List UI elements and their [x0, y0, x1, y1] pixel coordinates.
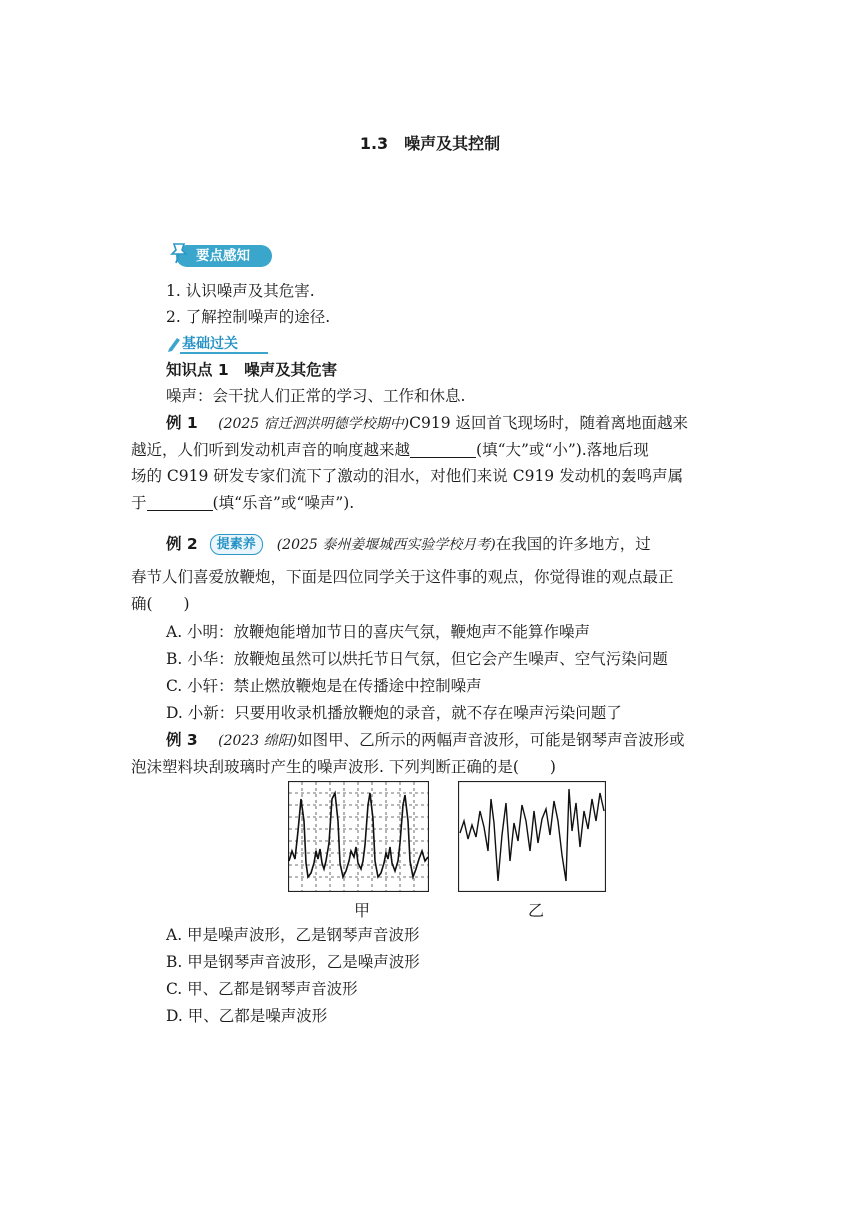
example2-label: 例 2 [166, 535, 198, 553]
example1-line2 [131, 439, 649, 461]
example2-text1: 在我国的许多地方，过 [495, 535, 651, 553]
example1-label: 例 1 [166, 414, 198, 432]
example2-option-a: A. 小明：放鞭炮能增加节日的喜庆气氛，鞭炮声不能算作噪声 [166, 623, 591, 641]
waveform-jia-figure [288, 781, 429, 892]
example1-text4a: 于 [131, 494, 147, 512]
example3-line2: 泡沫塑料块刮玻璃时产生的噪声波形. 下列判断正确的是( ) [131, 758, 556, 776]
example1-text4b: (填“乐音”或“噪声”). [212, 494, 355, 512]
example3-line1 [166, 729, 685, 752]
basic-section-label: 基础过关 [182, 336, 238, 352]
pushpin-icon [170, 241, 192, 265]
example3-label: 例 3 [166, 731, 198, 749]
example3-option-b: B. 甲是钢琴声音波形，乙是噪声波形 [166, 953, 420, 971]
example3-text1: 如图甲、乙所示的两幅声音波形，可能是钢琴声音波形或 [297, 731, 685, 749]
page-title: 1.3 噪声及其控制 [359, 134, 501, 153]
example1-text1: C919 返回首飞现场时，随着离地面越来 [409, 414, 689, 432]
key-points-badge: 要点感知 [176, 245, 272, 267]
example2-option-b: B. 小华：放鞭炮虽然可以烘托节日气氛，但它会产生噪声、空气污染问题 [166, 650, 668, 668]
waveform-yi-figure [458, 781, 606, 892]
example3-source: (2023 绵阳) [218, 733, 298, 749]
example1-text2a: 越近，人们听到发动机声音的响度越来越 [131, 441, 411, 459]
key-point-2: 2. 了解控制噪声的途径. [166, 308, 331, 326]
figure-label-yi: 乙 [528, 901, 545, 920]
answer-blank[interactable] [410, 441, 476, 458]
knowledge-point-heading: 知识点 1 噪声及其危害 [166, 361, 338, 379]
pencil-icon [166, 335, 182, 353]
example2-option-d: D. 小新：只要用收录机播放鞭炮的录音，就不存在噪声污染问题了 [166, 704, 622, 722]
figure-label-jia: 甲 [354, 901, 371, 920]
example3-option-d: D. 甲、乙都是噪声波形 [166, 1007, 328, 1025]
answer-blank[interactable] [147, 494, 213, 511]
example2-line1 [166, 533, 651, 556]
key-point-1: 1. 认识噪声及其危害. [166, 282, 315, 300]
example2-option-c: C. 小轩：禁止燃放鞭炮是在传播途中控制噪声 [166, 677, 482, 695]
example1-line4 [131, 492, 354, 514]
example1-text2b: (填“大”或“小”).落地后现 [476, 441, 649, 459]
competency-tag: 提素养 [210, 534, 263, 555]
noise-definition: 噪声：会干扰人们正常的学习、工作和休息. [166, 387, 466, 405]
example3-option-c: C. 甲、乙都是钢琴声音波形 [166, 980, 358, 998]
example2-line3: 确( ) [131, 595, 190, 613]
example1-line1 [166, 412, 688, 435]
example1-line3: 场的 C919 研发专家们流下了激动的泪水，对他们来说 C919 发动机的轰鸣声属 [131, 467, 684, 485]
basic-section-badge [166, 333, 268, 355]
example2-source: (2025 泰州姜堰城西实验学校月考) [276, 537, 496, 553]
example2-line2: 春节人们喜爱放鞭炮，下面是四位同学关于这件事的观点，你觉得谁的观点最正 [131, 568, 674, 586]
example1-source: (2025 宿迁泗洪明德学校期中) [218, 416, 410, 432]
example3-option-a: A. 甲是噪声波形，乙是钢琴声音波形 [166, 926, 420, 944]
